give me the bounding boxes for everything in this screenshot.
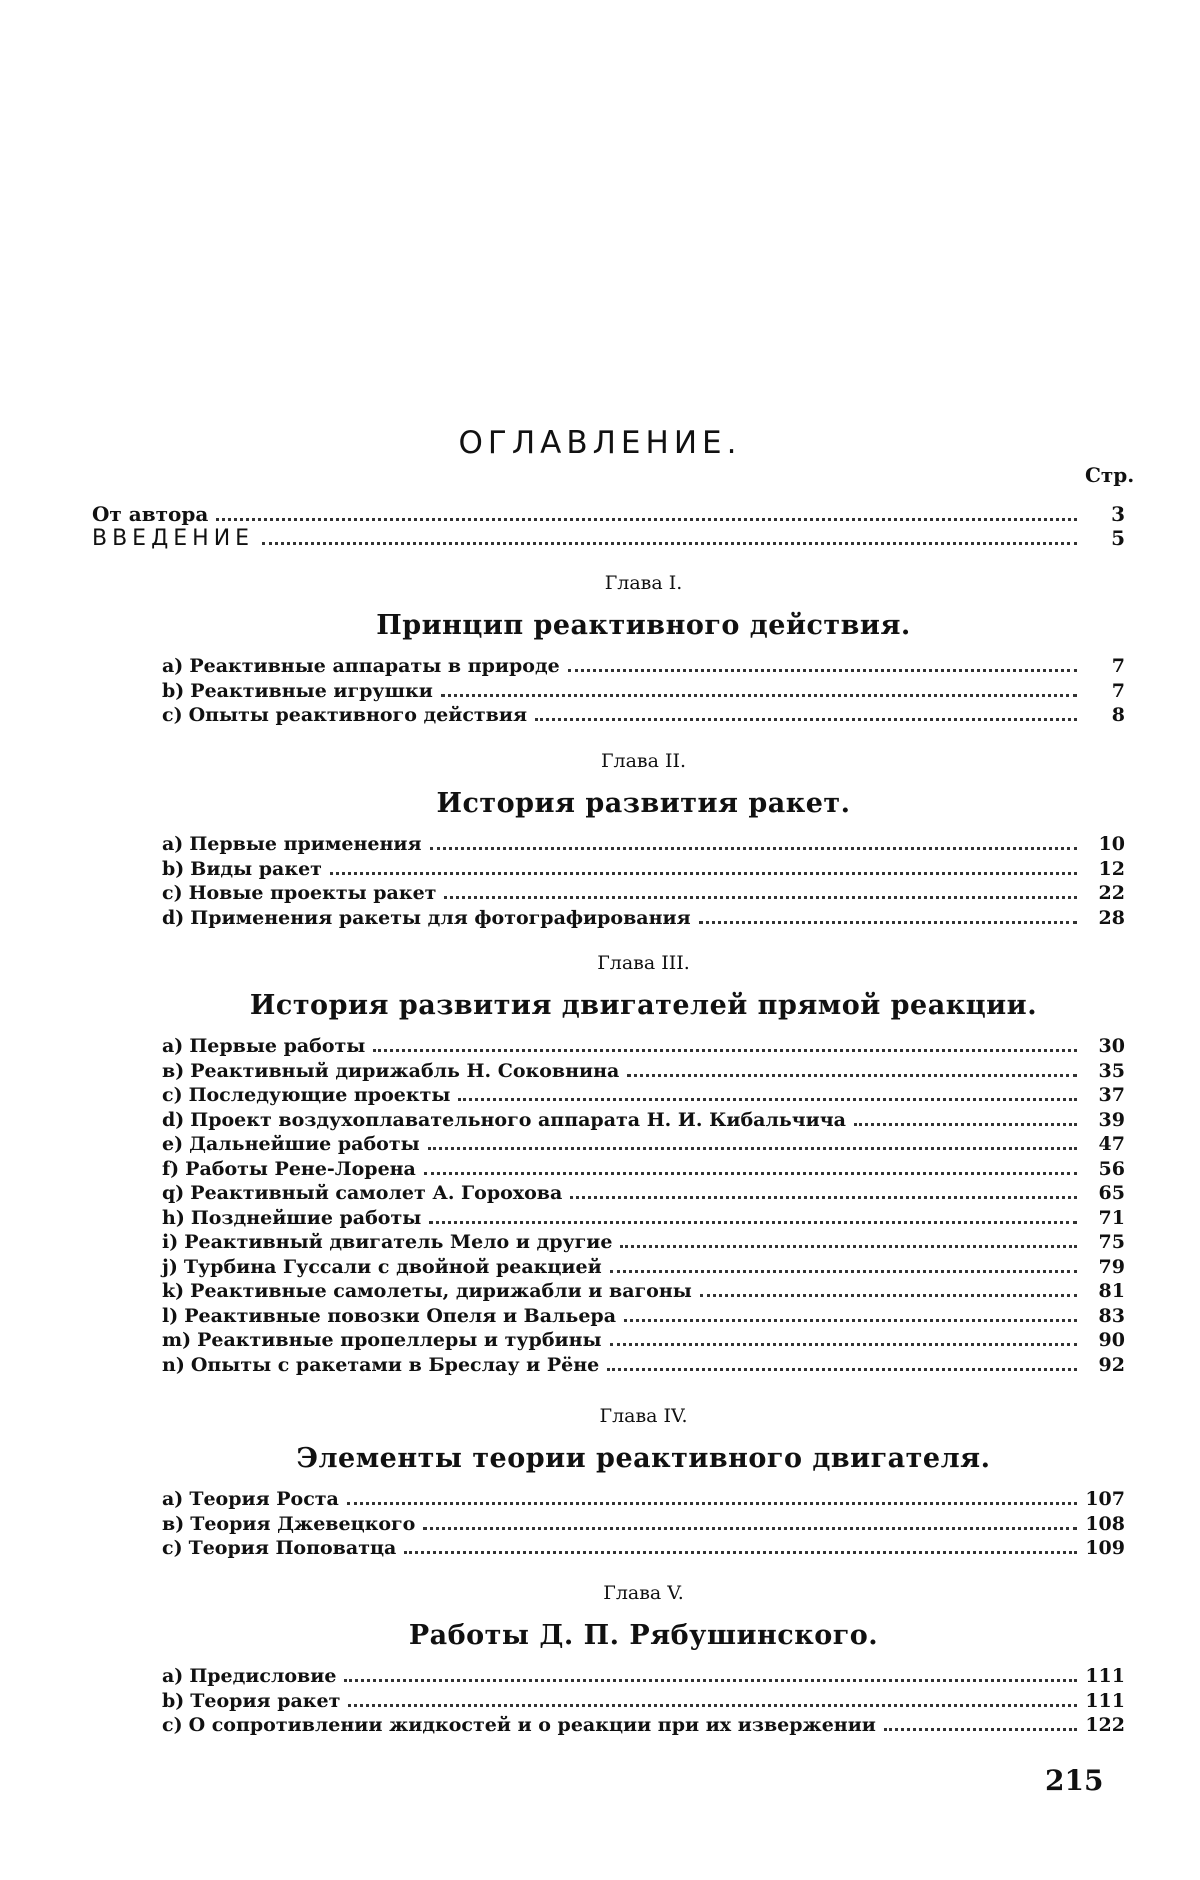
entry-letter: h) [162,1206,185,1229]
toc-entry [162,1488,1125,1513]
entry-label: Предисловие [189,1665,337,1687]
chapter-heading: Работы Д. П. Рябушинского. [408,1620,879,1651]
entry-label: Реактивные пропеллеры и турбины [197,1329,602,1351]
dot-leader [854,1123,1077,1126]
entry-label: Теория Роста [189,1488,339,1510]
entry-label: Применения ракеты для фотографирования [190,906,691,929]
entry-page: 71 [1098,1206,1125,1229]
entry-letter: c) [162,1714,183,1736]
dot-leader [570,1196,1077,1199]
entry-page: 12 [1098,857,1125,880]
chapter-entries [162,1488,1125,1562]
entry-letter: c) [162,1084,183,1106]
entry-page: 7 [1111,679,1125,702]
chapter-entries [162,1665,1125,1739]
entry-letter: a) [162,1488,184,1510]
entry-letter: a) [162,1665,184,1687]
dot-leader [216,518,1077,521]
chapter-label: Глава I. [604,572,683,594]
toc-entry [162,1084,1125,1109]
chapter-entries [162,833,1125,931]
toc-entry [162,882,1125,907]
dot-leader [624,1319,1077,1322]
entry-label: Новые проекты ракет [188,882,437,904]
entry-letter: в) [162,1512,185,1535]
dot-leader [607,1368,1077,1371]
dot-leader [373,1049,1077,1052]
entry-page: 47 [1098,1133,1125,1155]
entry-letter: n) [162,1353,185,1376]
page-column-label: Стр. [1085,463,1135,487]
entry-page: 107 [1085,1488,1125,1510]
entry-letter: l) [162,1304,179,1327]
dot-leader [330,872,1077,875]
entry-page: 111 [1085,1665,1125,1687]
dot-leader [444,896,1077,899]
entry-letter: d) [162,1108,185,1131]
entry-letter: i) [162,1231,179,1253]
entry-label: Реактивный самолет А. Горохова [190,1182,563,1204]
entry-label: Первые работы [189,1035,366,1057]
toc-entry [162,1305,1125,1330]
entry-page: 81 [1098,1280,1125,1302]
toc-entry [162,1354,1125,1379]
chapter-heading: История развития двигателей прямой реакции. [249,990,1038,1021]
entry-label: Первые применения [189,833,422,855]
entry-letter: m) [162,1329,192,1351]
dot-leader [568,669,1077,672]
entry-page: 10 [1098,833,1125,855]
entry-label: Опыты с ракетами в Бреслау и Рёне [190,1353,600,1376]
toc-entry [162,1329,1125,1354]
toc-entry [162,1109,1125,1134]
toc-entry [162,1231,1125,1256]
toc-entry-page: 5 [1111,526,1125,550]
entry-letter: b) [162,1689,185,1712]
entry-page: 122 [1085,1714,1125,1736]
entry-page: 8 [1111,704,1125,726]
chapter-label: Глава III. [597,952,690,974]
toc-entry [162,833,1125,858]
toc-entry [162,1690,1125,1715]
entry-label: Реактивные аппараты в природе [189,655,560,677]
entry-label: Реактивный дирижабль Н. Соковнина [190,1059,620,1082]
toc-entry-label: От автора [92,502,209,526]
entry-label: Позднейшие работы [190,1206,422,1229]
toc-entry [162,1256,1125,1281]
entry-label: О сопротивлении жидкостей и о реакции при их извержении [188,1714,876,1736]
entry-label: Опыты реактивного действия [188,704,527,726]
dot-leader [344,1679,1077,1682]
toc-entry [162,1207,1125,1232]
entry-page: 35 [1098,1059,1125,1082]
entry-letter: q) [162,1182,185,1204]
entry-letter: c) [162,704,183,726]
chapter-label: Глава II. [600,750,687,772]
toc-entry [162,655,1125,680]
toc-entry-page: 3 [1111,502,1125,526]
dot-leader [428,1147,1077,1150]
dot-leader [620,1245,1077,1248]
dot-leader [700,1294,1077,1297]
toc-entry [162,704,1125,729]
entry-page: 79 [1098,1255,1125,1278]
entry-label: Реактивный двигатель Мело и другие [184,1231,613,1253]
toc-entry [162,1158,1125,1183]
entry-page: 37 [1098,1084,1125,1106]
dot-leader [404,1551,1077,1554]
entry-page: 28 [1098,906,1125,929]
chapter-1 [162,572,1125,729]
entry-letter: d) [162,906,185,929]
page-title: ОГЛАВЛЕНИЕ. [458,425,742,461]
entry-page: 7 [1111,655,1125,677]
entry-page: 30 [1098,1035,1125,1057]
entry-page: 56 [1098,1157,1125,1180]
dot-leader [262,542,1077,545]
dot-leader [424,1172,1077,1175]
chapter-label: Глава IV. [599,1405,688,1427]
dot-leader [458,1098,1077,1101]
entry-label: Последующие проекты [188,1084,451,1106]
entry-label: Дальнейшие работы [189,1133,420,1155]
toc-entry [162,1182,1125,1207]
entry-page: 109 [1085,1537,1125,1559]
entry-page: 22 [1098,882,1125,904]
entry-page: 83 [1098,1304,1125,1327]
entry-label: Реактивные игрушки [190,679,433,702]
entry-letter: e) [162,1133,184,1155]
page-number: 215 [1045,1764,1104,1797]
dot-leader [347,1502,1077,1505]
dot-leader [423,1527,1077,1530]
toc-entry-introduction [92,526,1125,550]
dot-leader [430,847,1078,850]
dot-leader [610,1270,1077,1273]
entry-letter: c) [162,1537,183,1559]
entry-letter: a) [162,833,184,855]
dot-leader [535,718,1077,721]
entry-label: Теория ракет [190,1689,341,1712]
chapter-entries [162,1035,1125,1378]
toc-entry [162,1665,1125,1690]
entry-label: Теория Поповатца [188,1537,397,1559]
toc-entry [162,1714,1125,1739]
chapter-heading: Принцип реактивного действия. [376,610,911,641]
toc-entry-label: ВВЕДЕНИЕ [92,526,255,551]
chapter-heading: Элементы теории реактивного двигателя. [296,1443,991,1474]
chapter-5 [162,1582,1125,1739]
entry-page: 65 [1098,1182,1125,1204]
chapter-heading: История развития ракет. [436,788,851,819]
entry-label: Теория Джевецкого [190,1512,416,1535]
toc-entry [162,1537,1125,1562]
dot-leader [627,1074,1077,1077]
entry-label: Реактивные повозки Опеля и Вальера [184,1304,617,1327]
entry-letter: b) [162,857,185,880]
dot-leader [699,921,1077,924]
toc-entry [162,1060,1125,1085]
entry-page: 39 [1098,1108,1125,1131]
entry-letter: c) [162,882,183,904]
dot-leader [348,1704,1077,1707]
entry-letter: a) [162,1035,184,1057]
chapter-entries [162,655,1125,729]
entry-letter: f) [162,1157,180,1180]
toc-entry [162,858,1125,883]
dot-leader [610,1343,1077,1346]
entry-letter: b) [162,679,185,702]
entry-label: Работы Рене-Лорена [185,1157,416,1180]
toc-entry [162,1280,1125,1305]
entry-label: Проект воздухоплавательного аппарата Н. И. Кибальчича [190,1108,846,1131]
entry-letter: в) [162,1059,185,1082]
entry-label: Виды ракет [190,857,322,880]
entry-page: 108 [1085,1512,1125,1535]
entry-page: 90 [1098,1329,1125,1351]
chapter-4 [162,1405,1125,1562]
toc-entry [162,1035,1125,1060]
entry-page: 92 [1098,1353,1125,1376]
toc-entry-from-author [92,502,1125,526]
dot-leader [884,1728,1077,1731]
chapter-label: Глава V. [603,1582,684,1604]
toc-entry [162,1133,1125,1158]
chapter-2 [162,750,1125,931]
toc-entry [162,1513,1125,1538]
entry-label: Реактивные самолеты, дирижабли и вагоны [190,1280,692,1302]
entry-letter: a) [162,655,184,677]
entry-page: 75 [1098,1231,1125,1253]
entry-letter: k) [162,1280,185,1302]
chapter-3 [162,952,1125,1378]
dot-leader [441,694,1077,697]
entry-label: Турбина Гуссали с двойной реакцией [183,1255,602,1278]
toc-entry [162,907,1125,932]
dot-leader [429,1221,1077,1224]
toc-entry [162,680,1125,705]
entry-letter: j) [162,1255,178,1278]
entry-page: 111 [1085,1689,1125,1712]
